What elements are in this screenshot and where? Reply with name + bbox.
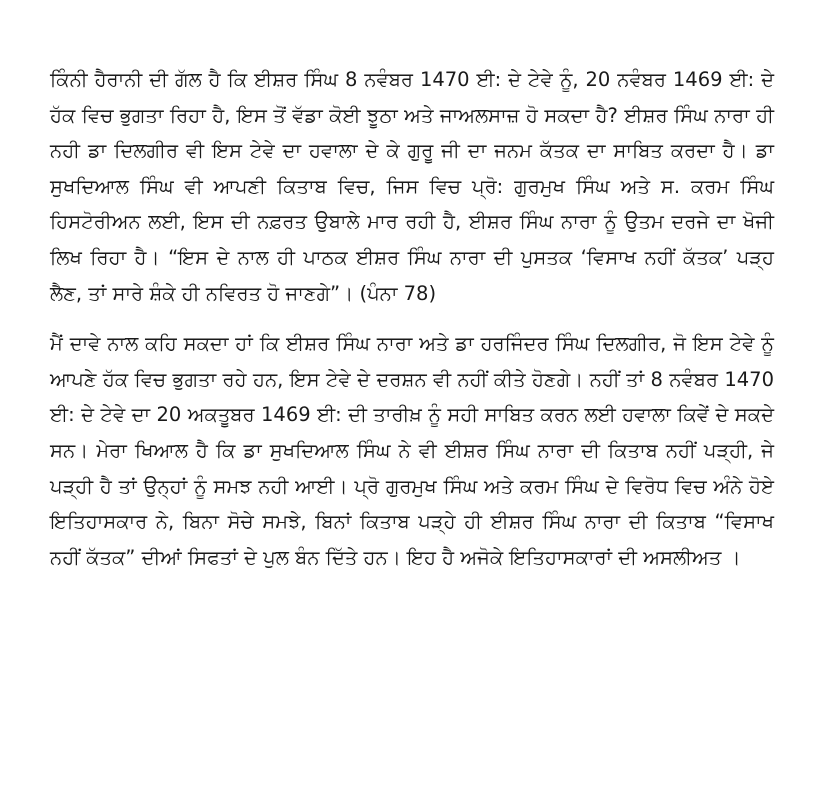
paragraph-1: ਕਿੰਨੀ ਹੈਰਾਨੀ ਦੀ ਗੱਲ ਹੈ ਕਿ ਈਸ਼ਰ ਸਿੰਘ 8 ਨਵੰਬਰ 1470 ਈ: ਦੇ ਟੇਵੇ ਨੂੰ, 20 ਨਵੰਬਰ 1469 ਈ: ਦੇ ਹੱਕ ਵਿਚ ਭੁਗਤਾ ਰਿਹਾ ਹੈ, ਇਸ ਤੋਂ ਵੱਡਾ ਕੋਈ ਝੂਠਾ ਅਤੇ ਜਾਅਲਸਾਜ਼ ਹੋ ਸਕਦਾ ਹੈ? ਈਸ਼ਰ ਸਿੰਘ ਨਾਰਾ ਹੀ ਨਹੀ ਡਾ ਦਿਲਗੀਰ ਵੀ ਇਸ ਟੇਵੇ ਦਾ ਹਵਾਲਾ ਦੇ ਕੇ ਗੁਰੂ ਜੀ ਦਾ ਜਨਮ ਕੱਤਕ ਦਾ ਸਾਬਿਤ ਕਰਦਾ ਹੈ। ਡਾ ਸੁਖਦਿਆਲ ਸਿੰਘ ਵੀ ਆਪਣੀ ਕਿਤਾਬ ਵਿਚ, ਜਿਸ ਵਿਚ ਪ੍ਰੋ: ਗੁਰਮੁਖ ਸਿੰਘ ਅਤੇ ਸ. ਕਰਮ ਸਿੰਘ ਹਿਸਟੋਰੀਅਨ ਲਈ, ਇਸ ਦੀ ਨਫ਼ਰਤ ਉਬਾਲੇ ਮਾਰ ਰਹੀ ਹੈ, ਈਸ਼ਰ ਸਿੰਘ ਨਾਰਾ ਨੂੰ ਉਤਮ ਦਰਜੇ ਦਾ ਖੋਜੀ ਲਿਖ ਰਿਹਾ ਹੈ। “ਇਸ ਦੇ ਨਾਲ ਹੀ ਪਾਠਕ ਈਸ਼ਰ ਸਿੰਘ ਨਾਰਾ ਦੀ ਪੁਸਤਕ ‘ਵਿਸਾਖ ਨਹੀਂ ਕੱਤਕ’ ਪੜ੍ਹ ਲੈਣ, ਤਾਂ ਸਾਰੇ ਸ਼ੰਕੇ ਹੀ ਨਵਿਰਤ ਹੋ ਜਾਣਗੇ”। (ਪੰਨਾ 78) [50,68,774,305]
document-page [50,62,774,575]
paragraph-2: ਮੈਂ ਦਾਵੇ ਨਾਲ ਕਹਿ ਸਕਦਾ ਹਾਂ ਕਿ ਈਸ਼ਰ ਸਿੰਘ ਨਾਰਾ ਅਤੇ ਡਾ ਹਰਜਿੰਦਰ ਸਿੰਘ ਦਿਲਗੀਰ, ਜੋ ਇਸ ਟੇਵੇ ਨੂੰ ਆਪਣੇ ਹੱਕ ਵਿਚ ਭੁਗਤਾ ਰਹੇ ਹਨ, ਇਸ ਟੇਵੇ ਦੇ ਦਰਸ਼ਨ ਵੀ ਨਹੀਂ ਕੀਤੇ ਹੋਣਗੇ। ਨਹੀਂ ਤਾਂ 8 ਨਵੰਬਰ 1470 ਈ: ਦੇ ਟੇਵੇ ਦਾ 20 ਅਕਤੂਬਰ 1469 ਈ: ਦੀ ਤਾਰੀਖ਼ ਨੂੰ ਸਹੀ ਸਾਬਿਤ ਕਰਨ ਲਈ ਹਵਾਲਾ ਕਿਵੇਂ ਦੇ ਸਕਦੇ ਸਨ। ਮੇਰਾ ਖਿਆਲ ਹੈ ਕਿ ਡਾ ਸੁਖਦਿਆਲ ਸਿੰਘ ਨੇ ਵੀ ਈਸ਼ਰ ਸਿੰਘ ਨਾਰਾ ਦੀ ਕਿਤਾਬ ਨਹੀਂ ਪੜ੍ਹੀ, ਜੇ ਪੜ੍ਹੀ ਹੈ ਤਾਂ ਉਨ੍ਹਾਂ ਨੂੰ ਸਮਝ ਨਹੀ ਆਈ। ਪ੍ਰੋ ਗੁਰਮੁਖ ਸਿੰਘ ਅਤੇ ਕਰਮ ਸਿੰਘ ਦੇ ਵਿਰੋਧ ਵਿਚ ਅੰਨੇ ਹੋਏ ਇਤਿਹਾਸਕਾਰ ਨੇ, ਬਿਨਾ ਸੋਚੇ ਸਮਝੇ, ਬਿਨਾਂ ਕਿਤਾਬ ਪੜ੍ਹੇ ਹੀ ਈਸ਼ਰ ਸਿੰਘ ਨਾਰਾ ਦੀ ਕਿਤਾਬ “ਵਿਸਾਖ ਨਹੀਂ ਕੱਤਕ” ਦੀਆਂ ਸਿਫਤਾਂ ਦੇ ਪੁਲ ਬੰਨ ਦਿੱਤੇ ਹਨ। ਇਹ ਹੈ ਅਜੋਕੇ ਇਤਿਹਾਸਕਾਰਾਂ ਦੀ ਅਸਲੀਅਤ । [50,332,774,569]
